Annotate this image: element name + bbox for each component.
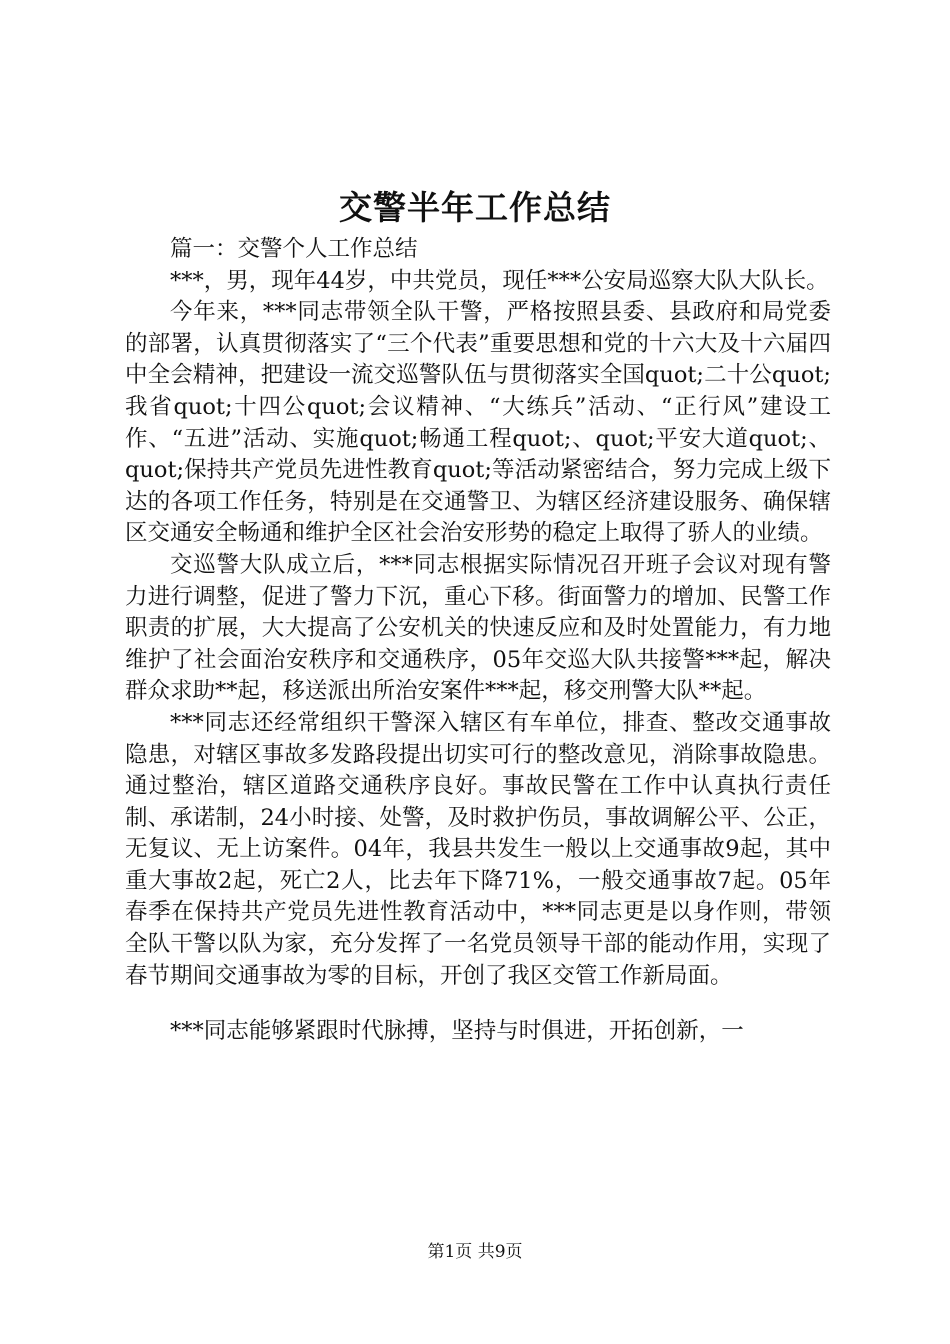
document-body (125, 234, 831, 1048)
page-number-footer: 第1页 共9页 (427, 1242, 523, 1262)
section-heading: 篇一：交警个人工作总结 (170, 236, 418, 262)
document-title: 交警半年工作总结 (339, 188, 611, 227)
paragraph: 今年来，***同志带领全队干警，严格按照县委、县政府和局党委的部署，认真贯彻落实了“三个代表”重要思想和党的十六大及十六届四中全会精神，把建设一流交巡警队伍与贯彻落实全国quot;二十公quot;我省quot;十四公quot;会议精神、“大练兵”活动、“正行风”建设工作、“五进”活动、实施quot;畅通工程quot;、quot;平安大道quot;、quot;保持共产党员先进性教育quot;等活动紧密结合，努力完成上级下达的各项工作任务，特别是在交通警卫、为辖区经济建设服务、确保辖区交通安全畅通和维护全区社会治安形势的稳定上取得了骄人的业绩。 (125, 299, 831, 547)
paragraph: 交巡警大队成立后，***同志根据实际情况召开班子会议对现有警力进行调整，促进了警力下沉，重心下移。街面警力的增加、民警工作职责的扩展，大大提高了公安机关的快速反应和及时处置能力，有力地维护了社会面治安秩序和交通秩序，05年交巡大队共接警***起，解决群众求助**起，移送派出所治安案件***起，移交刑警大队**起。 (125, 551, 831, 705)
paragraph: ***，男，现年44岁，中共党员，现任***公安局巡察大队大队长。 (170, 267, 829, 294)
paragraph: ***同志能够紧跟时代脉搏，坚持与时俱进，开拓创新，一 (170, 1018, 744, 1045)
paragraph: ***同志还经常组织干警深入辖区有车单位，排查、整改交通事故隐患，对辖区事故多发路段提出切实可行的整改意见，消除事故隐患。通过整治，辖区道路交通秩序良好。事故民警在工作中认真执行责任制、承诺制，24小时接、处警，及时救护伤员，事故调解公平、公正，无复议、无上访案件。04年，我县共发生一般以上交通事故9起，其中重大事故2起，死亡2人，比去年下降71%，一般交通事故7起。05年春季在保持共产党员先进性教育活动中，***同志更是以身作则，带领全队干警以队为家，充分发挥了一名党员领导干部的能动作用，实现了春节期间交通事故为零的目标，开创了我区交管工作新局面。 (125, 709, 831, 989)
